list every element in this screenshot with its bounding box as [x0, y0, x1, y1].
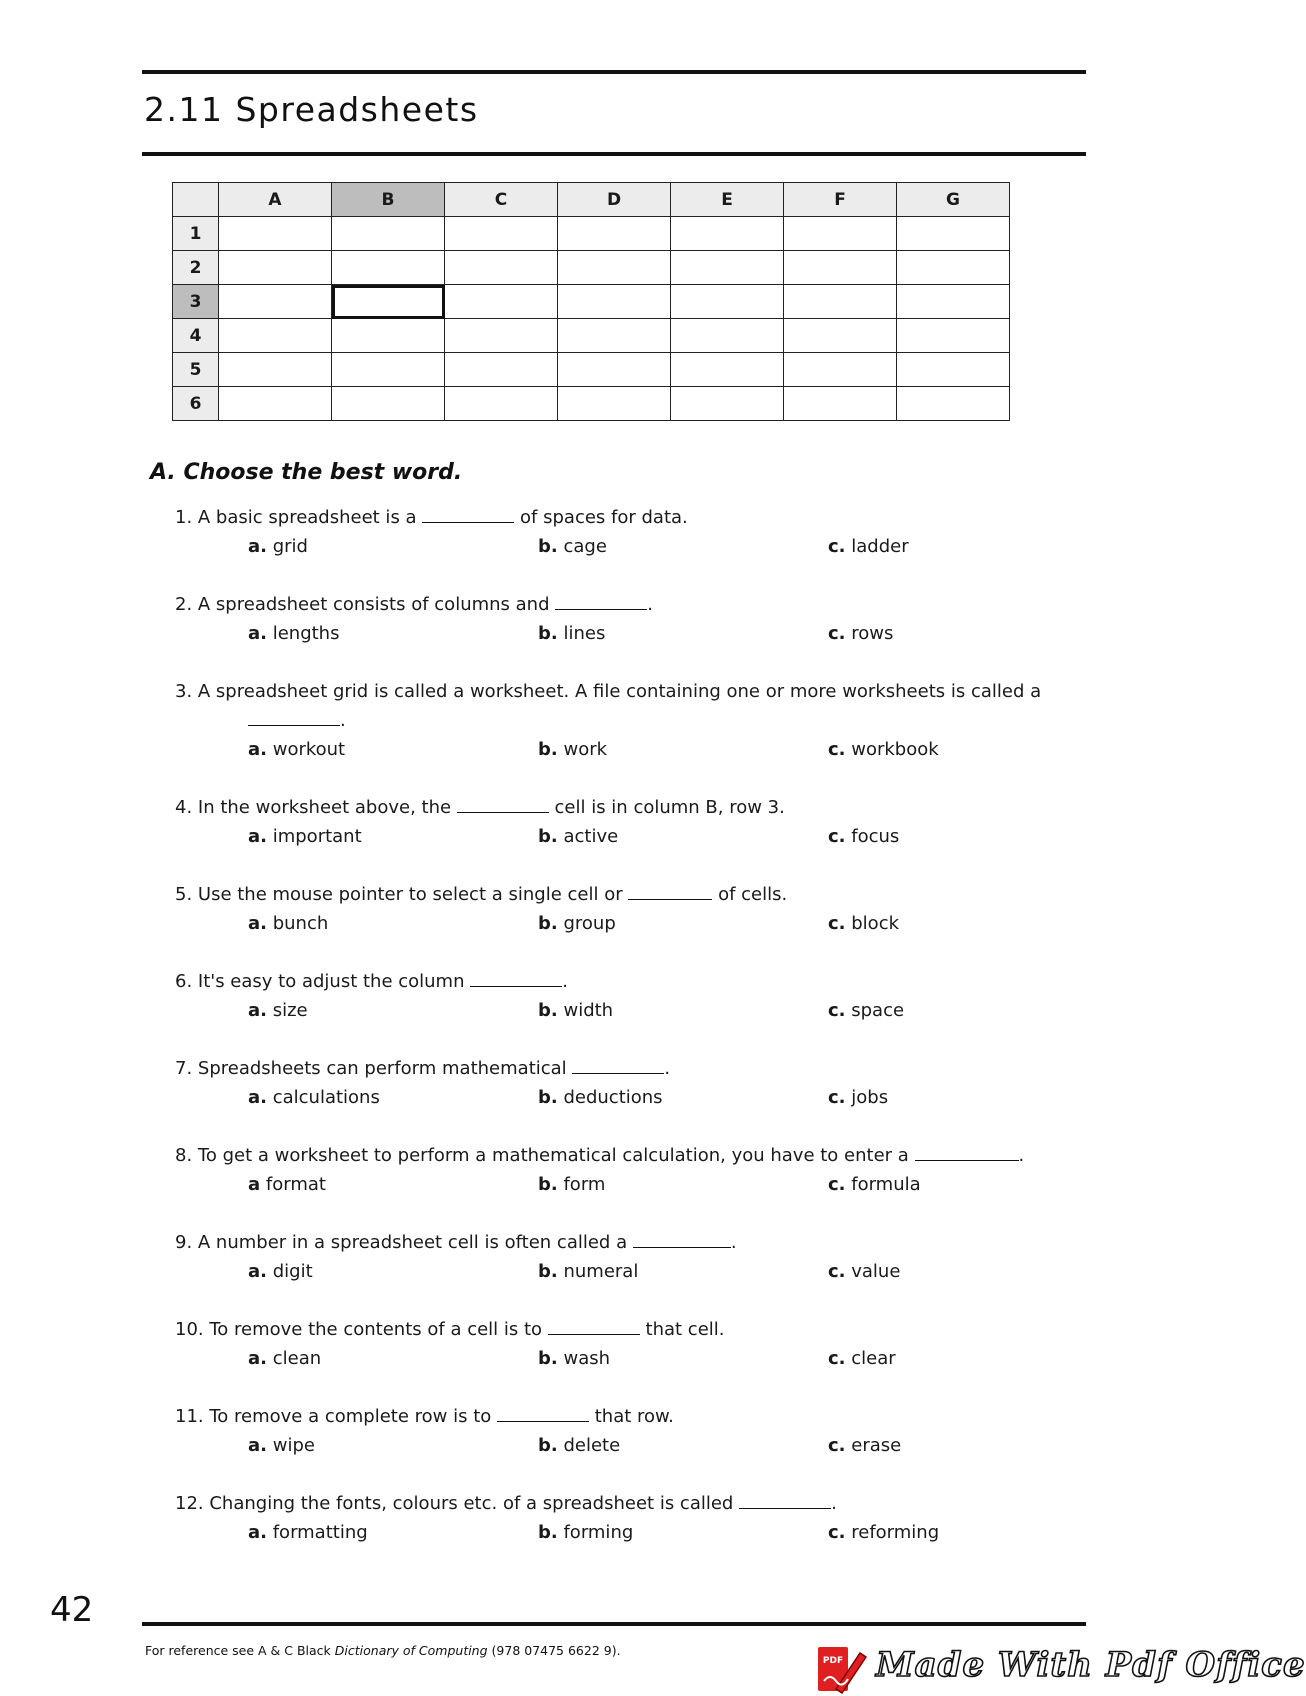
option-text: form [563, 1174, 606, 1195]
grid-cell [445, 387, 558, 421]
option-text: lengths [272, 623, 340, 644]
grid-cell [784, 217, 897, 251]
question-stem [175, 880, 1075, 909]
grid-row [173, 387, 1010, 421]
grid-cell [671, 387, 784, 421]
option-letter: a. [248, 1435, 267, 1456]
option-c [828, 996, 904, 1025]
option-letter: a. [248, 826, 267, 847]
answer-blank [915, 1141, 1019, 1161]
question-stem [175, 1402, 1075, 1431]
row-header-3: 3 [173, 285, 219, 319]
question-end: . [647, 594, 653, 615]
option-a [248, 996, 308, 1025]
column-header-b: B [332, 183, 445, 217]
question-end: cell is in column B, row 3. [554, 797, 785, 818]
row-header-6: 6 [173, 387, 219, 421]
option-text: space [851, 1000, 905, 1021]
active-cell [332, 285, 445, 319]
question-list [175, 503, 1075, 1576]
grid-cell [897, 319, 1010, 353]
option-text: bunch [272, 913, 329, 934]
option-letter: a. [248, 1348, 267, 1369]
option-c [828, 735, 939, 764]
question-text: 7. Spreadsheets can perform mathematical [175, 1058, 567, 1079]
option-b [538, 1257, 638, 1286]
option-text: clear [851, 1348, 896, 1369]
option-text: jobs [851, 1087, 889, 1108]
answer-blank [548, 1315, 640, 1335]
option-text: focus [851, 826, 900, 847]
option-letter: c. [828, 1261, 846, 1282]
grid-cell [784, 387, 897, 421]
option-text: size [272, 1000, 308, 1021]
option-c [828, 1518, 939, 1547]
answer-options [175, 1518, 1075, 1547]
answer-blank [457, 793, 549, 813]
answer-options [175, 1431, 1075, 1460]
answer-blank [628, 880, 712, 900]
option-letter: a. [248, 739, 267, 760]
question-text: 11. To remove a complete row is to [175, 1406, 492, 1427]
grid-row [173, 217, 1010, 251]
grid-cell [897, 217, 1010, 251]
option-text: block [851, 913, 900, 934]
row-header-1: 1 [173, 217, 219, 251]
grid-cell [332, 251, 445, 285]
option-letter: c. [828, 1522, 846, 1543]
answer-blank [470, 967, 562, 987]
grid-cell [332, 353, 445, 387]
option-text: formula [851, 1174, 921, 1195]
option-a [248, 1083, 380, 1112]
option-c [828, 1083, 888, 1112]
option-letter: c. [828, 913, 846, 934]
option-text: workbook [851, 739, 939, 760]
column-header-f: F [784, 183, 897, 217]
grid-cell [219, 285, 332, 319]
question-text: 2. A spreadsheet consists of columns and [175, 594, 550, 615]
question-stem [175, 1054, 1075, 1083]
top-rule [142, 70, 1086, 74]
option-letter: c. [828, 826, 846, 847]
reference-note [145, 1643, 621, 1658]
question-text: 3. A spreadsheet grid is called a worksheet. A file containing one or more worksheets is called a [175, 681, 1042, 702]
question-text: 6. It's easy to adjust the column [175, 971, 465, 992]
spreadsheet-grid [172, 182, 1010, 421]
option-a [248, 1431, 315, 1460]
option-c [828, 822, 899, 851]
option-a [248, 1518, 368, 1547]
option-letter: b. [538, 1261, 558, 1282]
question-item [175, 1315, 1075, 1373]
title-rule [142, 152, 1086, 156]
column-header-e: E [671, 183, 784, 217]
grid-row [173, 251, 1010, 285]
grid-cell [671, 319, 784, 353]
option-a [248, 909, 328, 938]
column-header-d: D [558, 183, 671, 217]
option-b [538, 909, 616, 938]
answer-options [175, 532, 1075, 561]
reference-suffix: (978 07475 6622 9). [491, 1643, 621, 1658]
grid-cell [558, 285, 671, 319]
answer-blank [422, 503, 514, 523]
footer-rule [142, 1622, 1086, 1626]
question-stem [175, 1228, 1075, 1257]
option-b [538, 735, 607, 764]
grid-row [173, 353, 1010, 387]
option-c [828, 1170, 921, 1199]
answer-options [175, 1257, 1075, 1286]
grid-row [173, 319, 1010, 353]
option-letter: c. [828, 536, 846, 557]
question-end: that cell. [645, 1319, 725, 1340]
grid-cell [671, 251, 784, 285]
option-text: ladder [851, 536, 909, 557]
option-c [828, 1257, 900, 1286]
grid-cell [897, 251, 1010, 285]
option-a [248, 1170, 326, 1199]
grid-cell [558, 387, 671, 421]
option-c [828, 532, 909, 561]
option-text: wash [563, 1348, 611, 1369]
pdf-badge-label: PDF [822, 1656, 844, 1666]
option-text: lines [563, 623, 606, 644]
grid-cell [784, 319, 897, 353]
answer-blank [739, 1489, 831, 1509]
question-end: . [730, 1232, 737, 1253]
question-stem [175, 677, 1075, 735]
grid-cell [558, 251, 671, 285]
grid-cell [219, 353, 332, 387]
option-letter: b. [538, 913, 558, 934]
answer-options [175, 822, 1075, 851]
grid-cell [332, 319, 445, 353]
question-text: 5. Use the mouse pointer to select a single cell or [175, 884, 623, 905]
option-text: cage [563, 536, 607, 557]
option-letter: a. [248, 623, 267, 644]
question-item [175, 1489, 1075, 1547]
grid-corner-cell [173, 183, 219, 217]
watermark-text: Made With Pdf Office [876, 1645, 1306, 1685]
grid-cell [445, 251, 558, 285]
row-header-4: 4 [173, 319, 219, 353]
option-b [538, 996, 613, 1025]
option-letter: c. [828, 623, 846, 644]
grid-cell [897, 387, 1010, 421]
question-item [175, 880, 1075, 938]
option-b [538, 1344, 610, 1373]
option-a [248, 735, 345, 764]
option-letter: b. [538, 1522, 558, 1543]
option-letter: b. [538, 536, 558, 557]
option-letter: b. [538, 1000, 558, 1021]
option-text: important [272, 826, 362, 847]
question-end: . [562, 971, 568, 992]
option-a [248, 1344, 321, 1373]
grid-cell [219, 387, 332, 421]
option-a [248, 822, 362, 851]
option-letter: b. [538, 739, 558, 760]
column-header-g: G [897, 183, 1010, 217]
option-letter: c. [828, 739, 846, 760]
grid-cell [445, 217, 558, 251]
question-item [175, 503, 1075, 561]
option-letter: b. [538, 1087, 558, 1108]
option-text: calculations [272, 1087, 380, 1108]
answer-blank [555, 590, 647, 610]
option-text: numeral [563, 1261, 639, 1282]
option-text: digit [272, 1261, 313, 1282]
question-item [175, 1228, 1075, 1286]
option-letter: c. [828, 1000, 846, 1021]
question-item [175, 793, 1075, 851]
option-b [538, 532, 607, 561]
option-letter: a [248, 1174, 261, 1195]
question-end: that row. [594, 1406, 674, 1427]
grid-cell [219, 251, 332, 285]
question-item [175, 677, 1075, 764]
option-text: forming [563, 1522, 634, 1543]
option-b [538, 1518, 633, 1547]
option-letter: b. [538, 623, 558, 644]
grid-cell [445, 353, 558, 387]
option-text: reforming [851, 1522, 940, 1543]
answer-blank [572, 1054, 664, 1074]
answer-options [175, 996, 1075, 1025]
grid-cell [784, 285, 897, 319]
question-text: 8. To get a worksheet to perform a mathematical calculation, you have to enter a [175, 1145, 909, 1166]
page-number: 42 [50, 1590, 94, 1630]
question-item [175, 967, 1075, 1025]
option-letter: a. [248, 1087, 267, 1108]
grid-cell [558, 353, 671, 387]
question-text: 1. A basic spreadsheet is a [175, 507, 417, 528]
section-heading: A. Choose the best word. [150, 460, 463, 485]
question-end: . [1018, 1145, 1025, 1166]
option-text: wipe [272, 1435, 315, 1456]
question-text: 9. A number in a spreadsheet cell is often called a [175, 1232, 628, 1253]
grid-cell [784, 251, 897, 285]
grid-cell [332, 217, 445, 251]
grid-cell [897, 353, 1010, 387]
option-letter: b. [538, 1174, 558, 1195]
option-a [248, 532, 308, 561]
grid-cell [219, 217, 332, 251]
option-text: formatting [272, 1522, 368, 1543]
question-end: of spaces for data. [520, 507, 688, 528]
option-letter: c. [828, 1435, 846, 1456]
answer-blank [248, 706, 340, 726]
grid-cell [332, 387, 445, 421]
question-item [175, 1141, 1075, 1199]
grid-cell [558, 319, 671, 353]
option-letter: a. [248, 536, 267, 557]
option-text: delete [563, 1435, 621, 1456]
grid-cell [671, 353, 784, 387]
answer-options [175, 735, 1075, 764]
reference-title: Dictionary of Computing [334, 1643, 488, 1658]
grid-cell [445, 285, 558, 319]
question-stem [175, 1489, 1075, 1518]
grid-cell [558, 217, 671, 251]
option-a [248, 619, 339, 648]
option-b [538, 619, 605, 648]
question-end: . [831, 1493, 837, 1514]
option-letter: c. [828, 1087, 846, 1108]
option-letter: b. [538, 1435, 558, 1456]
option-a [248, 1257, 313, 1286]
reference-prefix: For reference see A & C Black [145, 1643, 331, 1658]
column-header-c: C [445, 183, 558, 217]
option-text: format [265, 1174, 326, 1195]
option-text: group [563, 913, 616, 934]
question-stem [175, 1141, 1075, 1170]
option-c [828, 909, 899, 938]
option-text: width [563, 1000, 614, 1021]
question-stem [175, 503, 1075, 532]
watermark [816, 1645, 1306, 1693]
option-letter: a. [248, 1522, 267, 1543]
option-b [538, 1431, 620, 1460]
question-stem [175, 590, 1075, 619]
grid-cell [897, 285, 1010, 319]
question-text: 12. Changing the fonts, colours etc. of a spreadsheet is called [175, 1493, 734, 1514]
grid-cell [445, 319, 558, 353]
option-letter: c. [828, 1174, 846, 1195]
question-item [175, 1054, 1075, 1112]
column-header-a: A [219, 183, 332, 217]
option-text: active [563, 826, 619, 847]
grid-cell [784, 353, 897, 387]
question-text: 4. In the worksheet above, the [175, 797, 452, 818]
question-stem [175, 967, 1075, 996]
answer-options [175, 1083, 1075, 1112]
option-letter: b. [538, 826, 558, 847]
row-header-2: 2 [173, 251, 219, 285]
question-stem [175, 1315, 1075, 1344]
grid-row [173, 285, 1010, 319]
option-letter: a. [248, 1000, 267, 1021]
option-b [538, 822, 618, 851]
option-text: deductions [563, 1087, 663, 1108]
answer-options [175, 1344, 1075, 1373]
question-end: . [664, 1058, 671, 1079]
option-b [538, 1170, 605, 1199]
option-b [538, 1083, 663, 1112]
option-letter: c. [828, 1348, 846, 1369]
option-text: erase [851, 1435, 902, 1456]
option-c [828, 1344, 896, 1373]
answer-blank [633, 1228, 731, 1248]
option-text: clean [272, 1348, 322, 1369]
option-c [828, 1431, 901, 1460]
answer-blank [497, 1402, 589, 1422]
question-end: of cells. [718, 884, 788, 905]
option-text: grid [272, 536, 308, 557]
grid-cell [219, 319, 332, 353]
answer-options [175, 619, 1075, 648]
question-text: 10. To remove the contents of a cell is to [175, 1319, 543, 1340]
option-text: value [851, 1261, 901, 1282]
grid-cell [671, 217, 784, 251]
question-continuation [175, 706, 1075, 735]
option-text: rows [851, 623, 894, 644]
question-item [175, 590, 1075, 648]
grid-cell [671, 285, 784, 319]
option-letter: b. [538, 1348, 558, 1369]
page-title: 2.11 Spreadsheets [144, 90, 479, 129]
answer-options [175, 1170, 1075, 1199]
question-end: . [340, 710, 346, 731]
row-header-5: 5 [173, 353, 219, 387]
option-text: work [563, 739, 608, 760]
option-letter: a. [248, 1261, 267, 1282]
question-item [175, 1402, 1075, 1460]
question-stem [175, 793, 1075, 822]
option-text: workout [272, 739, 346, 760]
option-c [828, 619, 893, 648]
pdf-badge-icon [816, 1645, 868, 1693]
answer-options [175, 909, 1075, 938]
option-letter: a. [248, 913, 267, 934]
